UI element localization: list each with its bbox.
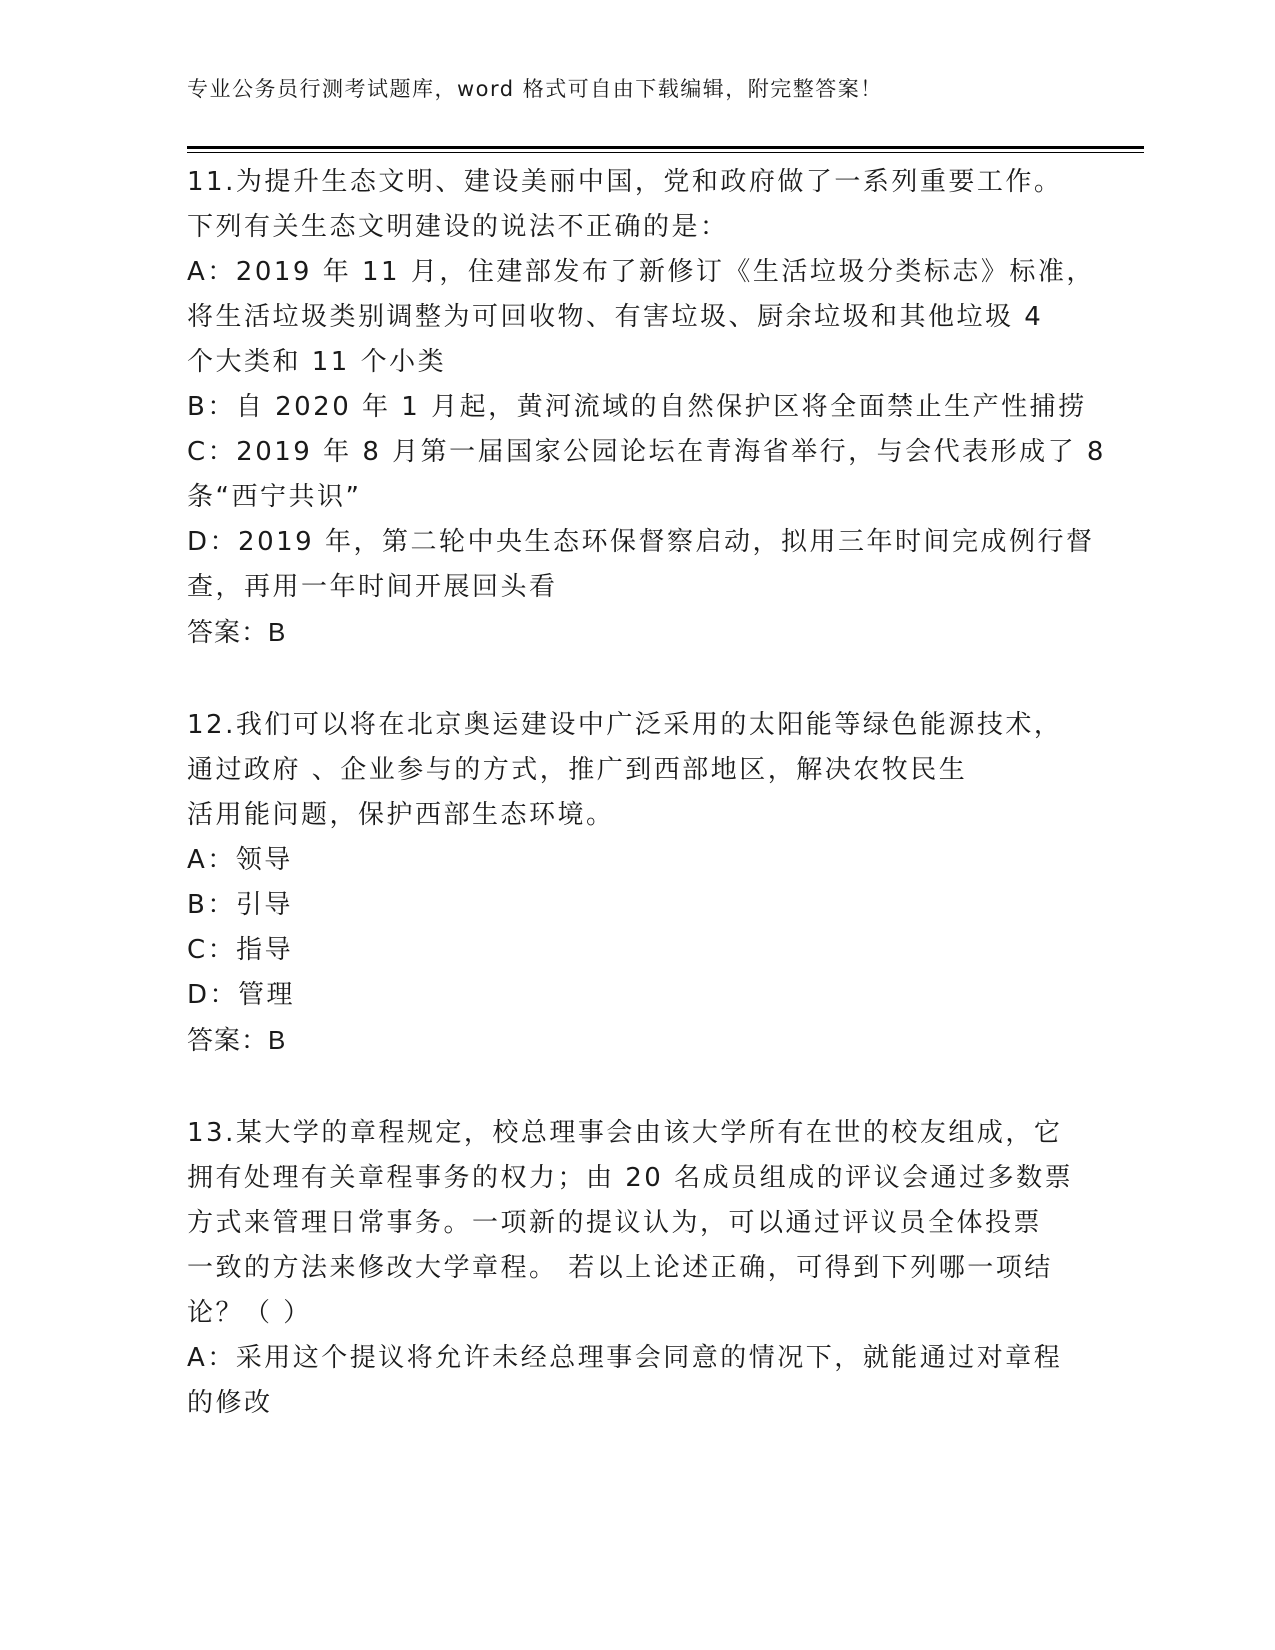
header-rule-thin <box>187 152 1144 153</box>
question-line: 13.某大学的章程规定，校总理事会由该大学所有在世的校友组成，它 <box>187 1118 1063 1148</box>
question-line: 条“西宁共识” <box>187 482 362 512</box>
question-line: 活用能问题，保护西部生态环境。 <box>187 800 615 830</box>
question-line: A：采用这个提议将允许未经总理事会同意的情况下，就能通过对章程 <box>187 1343 1063 1373</box>
question-block <box>187 703 1087 1063</box>
question-line: B：自 2020 年 1 月起，黄河流域的自然保护区将全面禁止生产性捕捞 <box>187 392 1087 422</box>
question-line: 将生活垃圾类别调整为可回收物、有害垃圾、厨余垃圾和其他垃圾 4 <box>187 302 1044 332</box>
question-line: 的修改 <box>187 1388 273 1418</box>
question-line: 12.我们可以将在北京奥运建设中广泛采用的太阳能等绿色能源技术， <box>187 710 1063 740</box>
question-line: 论？（ ） <box>187 1298 312 1328</box>
question-line: 通过政府 、企业参与的方式，推广到西部地区，解决农牧民生 <box>187 755 968 785</box>
question-line: 11.为提升生态文明、建设美丽中国，党和政府做了一系列重要工作。 <box>187 167 1063 197</box>
question-line: 方式来管理日常事务。一项新的提议认为，可以通过评议员全体投票 <box>187 1208 1043 1238</box>
question-line: 拥有处理有关章程事务的权力；由 20 名成员组成的评议会通过多数票 <box>187 1163 1074 1193</box>
header-rule-thick <box>187 146 1144 149</box>
question-list <box>187 160 1106 1426</box>
question-block <box>187 1111 1087 1426</box>
answer-line: 答案：B <box>187 617 287 647</box>
question-line: C：指导 <box>187 935 294 965</box>
question-line: 个大类和 11 个小类 <box>187 347 447 377</box>
question-line: C：2019 年 8 月第一届国家公园论坛在青海省举行，与会代表形成了 8 <box>187 437 1106 467</box>
question-line: B：引导 <box>187 890 293 920</box>
question-line: D：2019 年，第二轮中央生态环保督察启动，拟用三年时间完成例行督 <box>187 527 1095 557</box>
question-line: D：管理 <box>187 980 296 1010</box>
question-block <box>187 160 1106 655</box>
answer-line: 答案：B <box>187 1025 287 1055</box>
question-line: 查，再用一年时间开展回头看 <box>187 572 558 602</box>
question-line: A：领导 <box>187 845 293 875</box>
page-header-text: 专业公务员行测考试题库，word 格式可自由下载编辑，附完整答案！ <box>187 77 883 101</box>
question-line: A：2019 年 11 月，住建部发布了新修订《生活垃圾分类标志》标准， <box>187 257 1095 287</box>
question-line: 一致的方法来修改大学章程。 若以上论述正确，可得到下列哪一项结 <box>187 1253 1053 1283</box>
question-line: 下列有关生态文明建设的说法不正确的是： <box>187 212 729 242</box>
